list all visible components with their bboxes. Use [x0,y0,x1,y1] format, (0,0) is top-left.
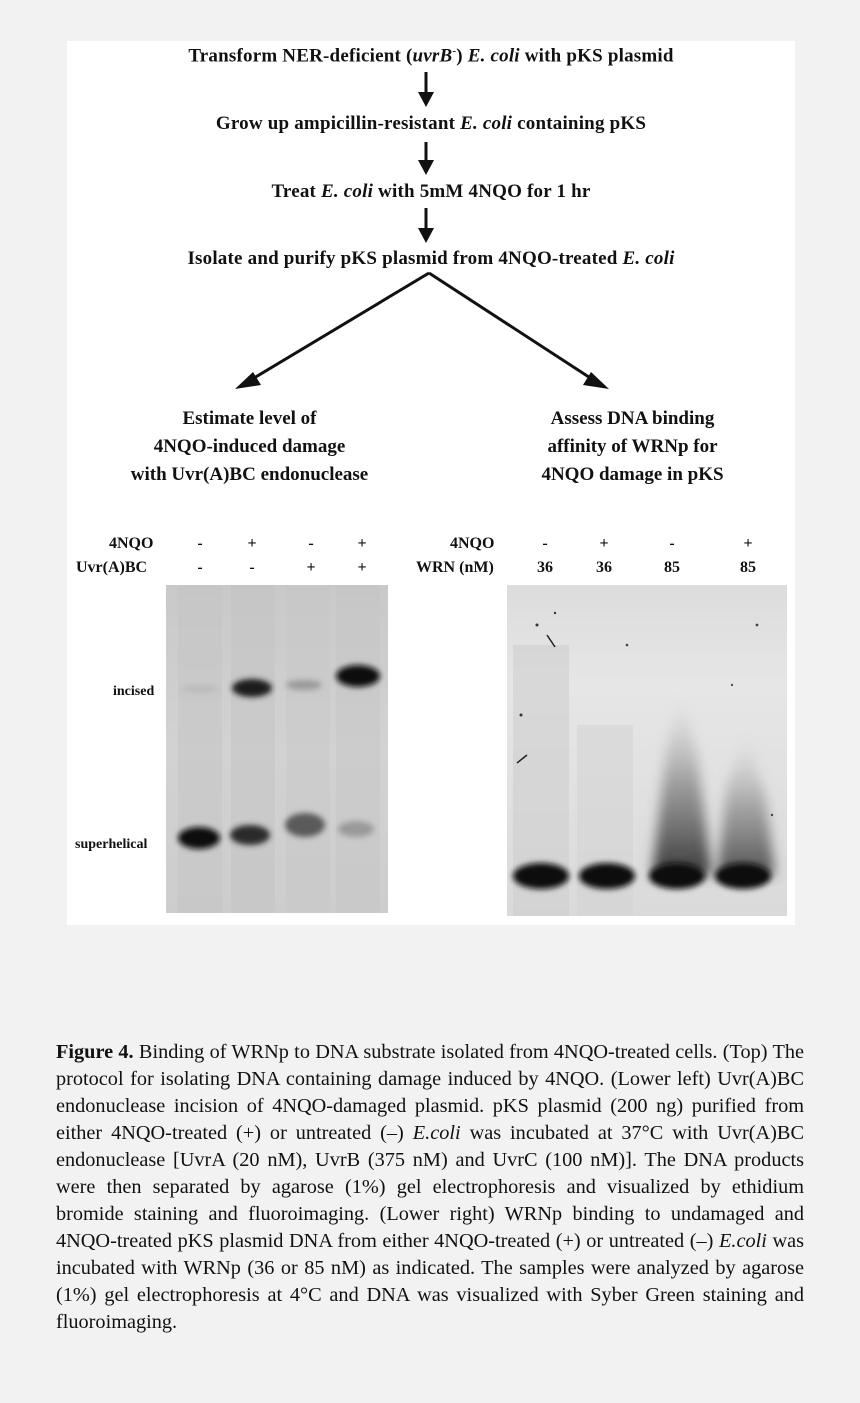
protocol-step-3: Treat E. coli with 5mM 4NQO for 1 hr [271,181,591,202]
left-row1-label: 4NQO [109,535,154,552]
caption-text-3: was incubated with WRNp (36 or 85 nM) as indicated. The samples were analyzed by agarose (1%) gel electrophoresis at 4°C and DNA was visualized with Syber Green staining and fluoroimaging. [56,1230,804,1333]
left-row2-label: Uvr(A)BC [76,559,148,576]
band-label-incised: incised [113,684,155,699]
arrow-down-icon [416,208,436,244]
figure-panel [67,41,795,925]
left-gel-image [166,585,388,913]
protocol-step-1: Transform NER-deficient (uvrB-) E. coli with pKS plasmid [188,45,674,67]
caption-text-1: Binding of WRNp to DNA substrate isolated from 4NQO-treated cells. (Top) The protocol for isolating DNA containing damage induced by 4NQO. (Lower left) Uvr(A)BC endonuclease incision of 4NQO-damaged plasmid. pKS plasmid (200 ng) purified from either 4NQO-treated (+) or untreated (–) [56,1041,804,1144]
right-lane-4-row2: 85 [740,559,756,576]
left-lane-1-row1: - [197,535,203,552]
protocol-step-2: Grow up ampicillin-resistant E. coli containing pKS [215,113,647,134]
right-lane-2-row2: 36 [596,559,612,576]
right-lane-4-row1: + [743,535,753,552]
caption-italic-1: E.coli [412,1122,461,1144]
right-row1-label: 4NQO [450,535,495,552]
caption-text-2: was incubated at 37°C with Uvr(A)BC endonuclease [UvrA (20 nM), UvrB (375 nM) and UvrC (100 nM)]. The DNA products were then separated by agarose (1%) gel electrophoresis and visualized by ethidium bromide staining and fluoroimaging. (Lower right) WRNp binding to undamaged and 4NQO-treated pKS plasmid DNA from either 4NQO-treated (+) or untreated (–) [56,1122,804,1252]
right-gel-image [507,585,787,916]
arrow-down-icon [416,72,436,108]
left-lane-3-row1: - [308,535,314,552]
right-lane-1-row1: - [542,535,548,552]
protocol-step-4: Isolate and purify pKS plasmid from 4NQO-treated E. coli [187,248,675,269]
branch-arrows-icon [67,271,795,401]
left-lane-2-row2: - [249,559,255,576]
caption-italic-2: E.coli [719,1230,767,1252]
arrow-down-icon [416,142,436,176]
left-lane-2-row1: + [247,535,257,552]
caption-title: Figure 4. [56,1041,134,1063]
left-lane-3-row2: + [306,559,316,576]
right-row2-label: WRN (nM) [416,559,494,576]
left-lane-4-row1: + [357,535,367,552]
right-lane-1-row2: 36 [537,559,553,576]
left-branch-label: Estimate level of 4NQO-induced damage with Uvr(A)BC endonuclease [130,408,369,485]
right-branch-label: Assess DNA binding affinity of WRNp for 4NQO damage in pKS [541,408,724,485]
right-lane-3-row1: - [669,535,675,552]
band-label-superhelical: superhelical [75,837,148,852]
right-lane-2-row1: + [599,535,609,552]
figure-caption [56,1039,804,1336]
left-lane-4-row2: + [357,559,367,576]
left-lane-1-row2: - [197,559,203,576]
right-lane-3-row2: 85 [664,559,680,576]
